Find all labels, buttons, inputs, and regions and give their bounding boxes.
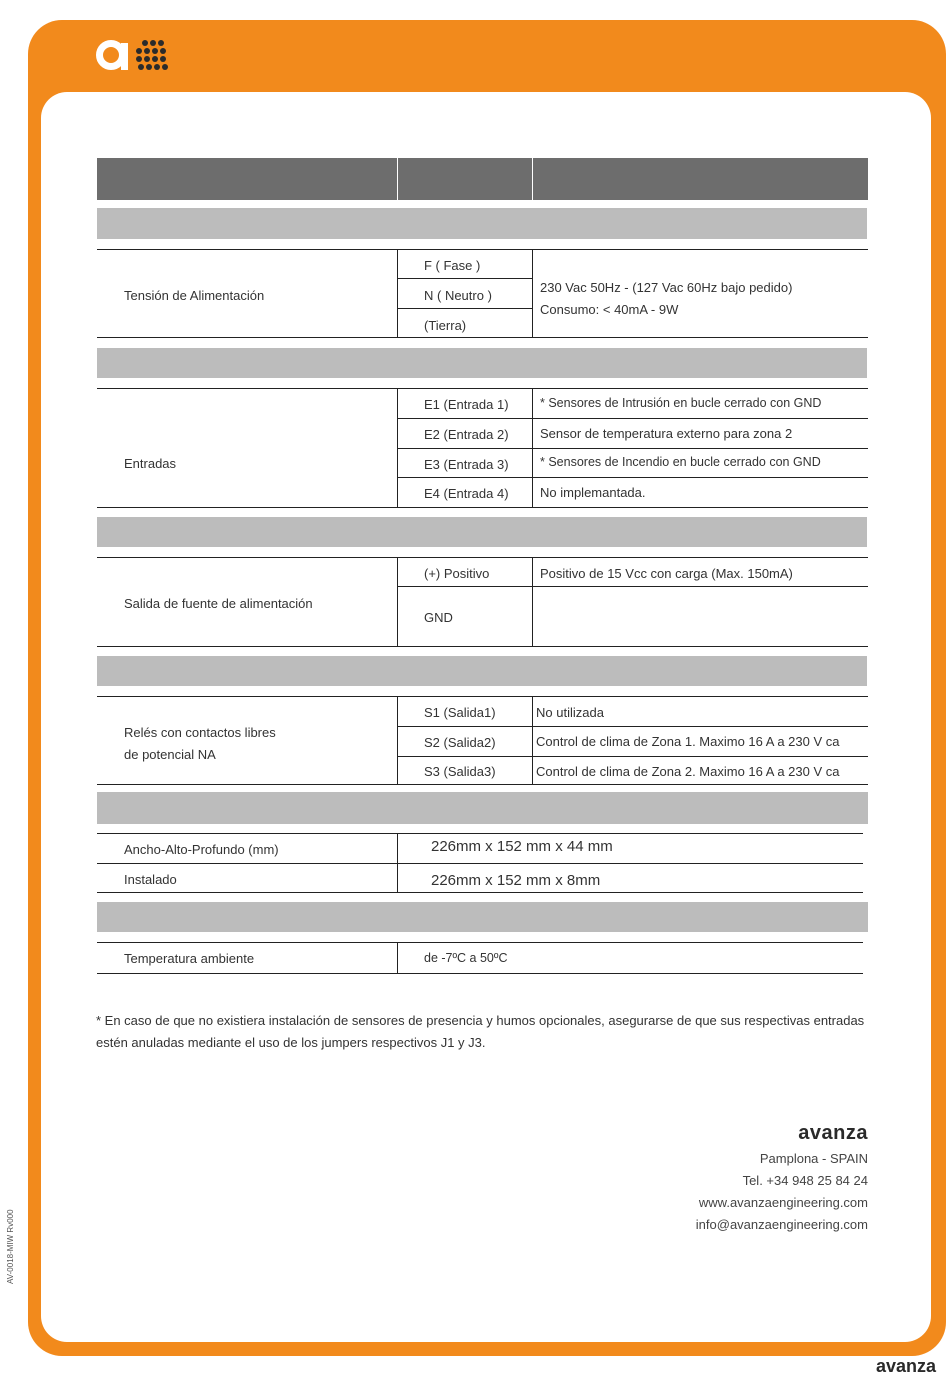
relay-terminal-s1: S1 (Salida1): [424, 705, 496, 720]
relays-label-line1: Relés con contactos libres: [124, 725, 276, 740]
power-desc-consumption: Consumo: < 40mA - 9W: [540, 302, 679, 317]
relay-terminal-s3: S3 (Salida3): [424, 764, 496, 779]
header-separator: [397, 158, 398, 200]
terminal-f: F ( Fase ): [424, 258, 481, 273]
contact-city: Pamplona - SPAIN: [759, 1151, 868, 1166]
document-reference: AV-0018-MIW Rv000: [6, 1209, 15, 1284]
input-terminal-e2: E2 (Entrada 2): [424, 427, 509, 442]
psu-desc-positive: Positivo de 15 Vcc con carga (Max. 150mA): [540, 566, 793, 581]
section-band-inputs: [97, 348, 867, 378]
psu-terminal-positive: (+) Positivo: [424, 566, 490, 581]
footer-brand: avanza: [876, 1356, 937, 1376]
contact-email: info@avanzaengineering.com: [695, 1217, 868, 1232]
logo-letter-a: [96, 40, 128, 70]
dimensions-label-installed: Instalado: [124, 872, 177, 887]
section-band-psu-output: [97, 517, 867, 547]
dimensions-value-installed: 226mm x 152 mm x 8mm: [431, 872, 601, 889]
input-desc-e2: Sensor de temperatura externo para zona 2: [540, 426, 793, 441]
dimensions-label-overall: Ancho-Alto-Profundo (mm): [124, 842, 279, 857]
section-band-relays: [97, 656, 867, 686]
section-band-dimensions: [97, 792, 868, 824]
brand-name: avanza: [798, 1122, 868, 1144]
input-desc-e4: No implemantada.: [540, 485, 646, 500]
power-label: Tensión de Alimentación: [124, 288, 265, 303]
relay-desc-s2: Control de clima de Zona 1. Maximo 16 A a 230 V ca: [536, 734, 840, 749]
temperature-value: de -7ºC a 50ºC: [424, 951, 508, 965]
psu-output-label: Salida de fuente de alimentación: [124, 596, 313, 611]
dimensions-value-overall: 226mm x 152 mm x 44 mm: [431, 838, 613, 855]
section-band-environment: [97, 902, 868, 932]
relay-desc-s3: Control de clima de Zona 2. Maximo 16 A a 230 V ca: [536, 764, 840, 779]
logo-dot-matrix: [136, 40, 172, 74]
terminal-earth: (Tierra): [424, 318, 467, 333]
footnote: * En caso de que no existiera instalación de sensores de presencia y humos opcionales, asegurarse de que sus respectivas entradas estén anuladas mediante el uso de los jumpers respectivos J1 y J3.: [96, 1013, 865, 1050]
input-terminal-e4: E4 (Entrada 4): [424, 486, 509, 501]
psu-terminal-gnd: GND: [424, 610, 453, 625]
input-desc-e1: * Sensores de Intrusión en bucle cerrado con GND: [540, 396, 822, 410]
relay-desc-s1: No utilizada: [536, 705, 604, 720]
input-terminal-e3: E3 (Entrada 3): [424, 457, 509, 472]
terminal-n: N ( Neutro ): [424, 288, 492, 303]
avanza-logo: [96, 38, 176, 78]
table-header: [97, 158, 868, 200]
relays-label-line2: de potencial NA: [124, 747, 216, 762]
contact-phone: Tel. +34 948 25 84 24: [742, 1173, 868, 1188]
temperature-label: Temperatura ambiente: [124, 951, 255, 966]
contact-website: www.avanzaengineering.com: [698, 1195, 868, 1210]
section-band-power: [97, 208, 867, 239]
power-desc-voltage: 230 Vac 50Hz - (127 Vac 60Hz bajo pedido): [540, 280, 793, 295]
contact-block: [696, 1148, 868, 1236]
header-separator: [532, 158, 533, 200]
input-terminal-e1: E1 (Entrada 1): [424, 397, 509, 412]
relay-terminal-s2: S2 (Salida2): [424, 735, 496, 750]
inputs-label: Entradas: [124, 456, 177, 471]
input-desc-e3: * Sensores de Incendio en bucle cerrado con GND: [540, 455, 821, 469]
